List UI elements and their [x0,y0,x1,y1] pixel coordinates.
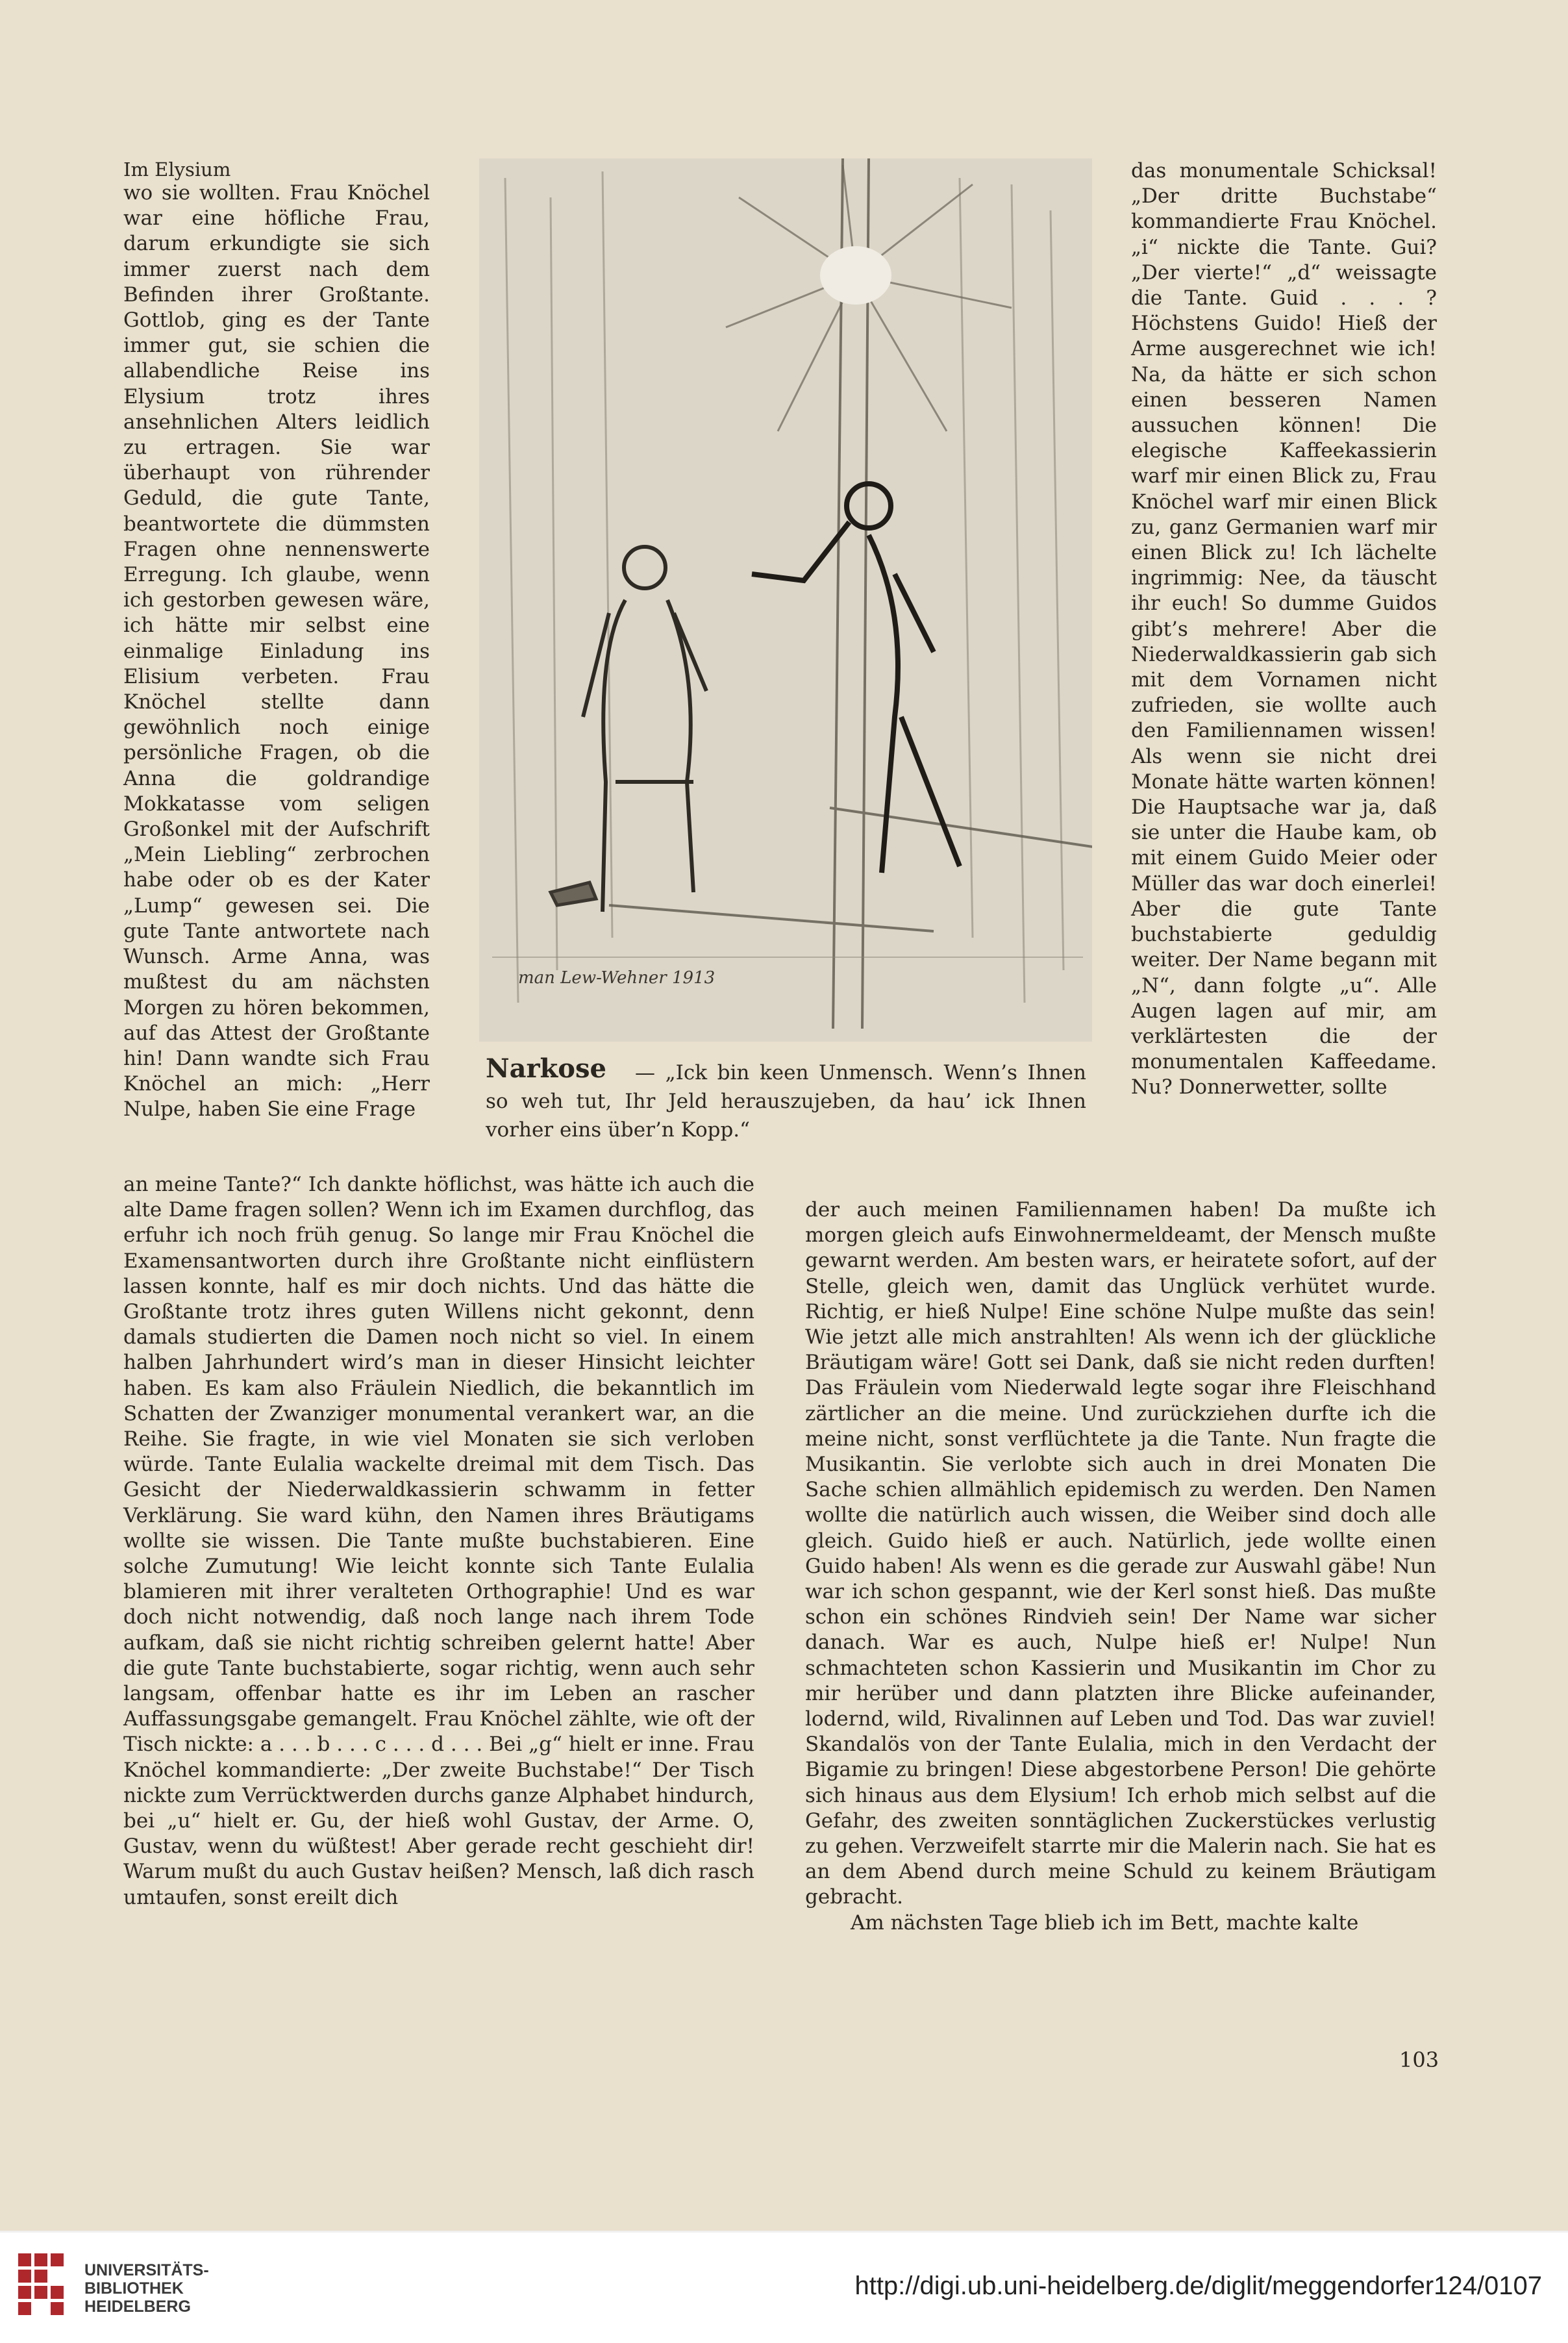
paragraph: an meine Tante?“ Ich dankte höflichst, was hätte ich auch die alte Dame fragen sollen? Wenn ich im Examen durchflog, das erfuhr ich noch früh genug. So lange mir Frau Knöchel die Examensantworten durch ihre Großtante nicht einflüstern lassen konnte, half es mir doch nichts. Und das hätte die Großtante trotz ihres guten Willens nicht gekonnt, denn damals studierten die Damen noch nicht so viel. In einem halben Jahrhundert wird’s man in dieser Hinsicht leichter haben. Es kam also Fräulein Niedlich, die bekanntlich im Schatten der Zwanziger monumental verankert war, an die Reihe. Sie fragte, in wie viel Monaten sie sich verloben würde. Tante Eulalia wackelte dreimal mit dem Tisch. Das Gesicht der Niederwaldkassierin schwamm in fetter Verklärung. Sie ward kühn, den Namen ihres Bräutigams wollte sie wissen. Die Tante mußte buchstabieren. Eine solche Zumutung! Wie leicht konnte sich Tante Eulalia blamieren mit ihrer veralteten Orthographie! Und es war doch nicht notwendig, daß noch lange nach ihrem Tode aufkam, daß sie nicht richtig schreiben gelernt hatte! Aber die gute Tante buchstabierte, sogar richtig, wenn auch sehr langsam, offenbar hatte es ihr im Leben an rascher Auffassungsgabe gemangelt. Frau Knöchel zählte, wie oft der Tisch nickte: a . . . b . . . c . . . d . . . Bei „g“ hielt er inne. Frau Knöchel kommandierte: „Der zweite Buchstabe!“ Der Tisch nickte zum Verrücktwerden durchs ganze Alphabet hindurch, bei „u“ hielt er. Gu, der hieß wohl Gustav, der Arme. O, Gustav, wenn du wüßtest! Aber gerade recht geschieht dir! Warum mußt du auch Gustav heißen? Mensch, laß dich rasch umtaufen, sonst ereilt dich [123,1173,754,1909]
text-column-left-lower [123,1172,754,1911]
running-title: Im Elysium [123,158,231,181]
text-column-right-lower [805,1197,1436,1936]
text-column-right-upper [1131,158,1437,1101]
paragraph: das monumentale Schicksal! „Der dritte Buchstabe“ kommandierte Frau Knöchel. „i“ nickte die Tante. Gui? „Der vierte!“ „d“ weissagte die Tante. Guid . . . ? Höchstens Guido! Hieß der Arme ausgerechnet wie ich! Na, da hätte er sich schon einen besseren Namen aussuchen können! Die elegische Kaffeekassierin warf mir einen Blick zu, Frau Knöchel warf mir einen Blick zu, ganz Germanien warf mir einen Blick zu! Ich lächelte ingrimmig: Nee, da täuscht ihr euch! So dumme Guidos gibt’s mehrere! Aber die Niederwaldkassierin gab sich mit dem Vornamen nicht zufrieden, sie wollte auch den Familiennamen wissen! Als wenn sie nicht drei Monate hätte warten können! Die Hauptsache war ja, daß sie unter die Haube kam, ob mit einem Guido Meier oder Müller das war doch einerlei! Aber die gute Tante buchstabierte geduldig weiter. Der Name begann mit „N“, dann folgte „u“. Alle Augen lagen auf mir, am verklärtesten die der monumentalen Kaffeedame. Nu? Donnerwetter, sollte [1131,159,1437,1099]
permalink-url[interactable]: http://digi.ub.uni-heidelberg.de/diglit/meggendorfer124/0107 [854,2272,1542,2300]
page-number: 103 [1399,2048,1439,2072]
institution-line: UNIVERSITÄTS- [84,2261,209,2279]
sketch-drawing [479,158,1092,1042]
institution-name [84,2261,209,2316]
university-logo-icon [18,2253,77,2318]
illustration-narkose [479,158,1092,1042]
footer-bar [0,2231,1568,2343]
caption-text [486,1059,1086,1144]
paragraph: Am nächsten Tage blieb ich im Bett, machte kalte [851,1911,1359,1935]
paragraph: der auch meinen Familiennamen haben! Da mußte ich morgen gleich aufs Einwohnermeldeamt, der Mensch mußte gewarnt werden. Am besten wars, er heiratete sofort, auf der Stelle, gleich wen, damit das Unglück verhütet wurde. Richtig, er hieß Nulpe! Eine schöne Nulpe mußte das sein! Wie jetzt alle mich anstrahlten! Als wenn ich der glückliche Bräutigam wäre! Gott sei Dank, daß sie nicht reden durften! Das Fräulein vom Niederwald legte sogar ihre Fleischhand zärtlicher an die meine. Und zurückziehen durfte ich die meine nicht, sonst verflüchtete ja die Tante. Nun fragte die Musikantin. Sie verlobte sich auch in drei Monaten Die Sache schien allmählich epidemisch zu werden. Den Namen wollte die natürlich auch wissen, die Weiber sind doch alle gleich. Guido hieß er auch. Natürlich, jede wollte einen Guido haben! Als wenn es die gerade zur Auswahl gäbe! Nun war ich schon gespannt, wie der Kerl sonst hieß. Das mußte schon ein schönes Rindvieh sein! Der Name war sicher danach. War es auch, Nulpe hieß er! Nulpe! Nun schmachteten schon Kassierin und Musikantin im Chor zu mir herüber und dann platzten ihre Blicke aufeinander, lodernd, wild, Rivalinnen auf Leben und Tod. Das war zuviel! Skandalös von der Tante Eulalia, mich in den Verdacht der Bigamie zu bringen! Diese abgestorbene Person! Die gehörte sich hinaus aus dem Elysium! Ich erhob mich selbst auf die Gefahr, des zweiten sonntäglichen Zuckerstückes verlustig zu gehen. Verzweifelt starrte mir die Malerin nach. Sie hat es an dem Abend durch meine Schuld zu keinem Bräutigam gebracht. [805,1198,1436,1909]
artist-signature: man Lew-Wehner 1913 [518,968,716,988]
caption-quote: — „Ick bin keen Unmensch. Wenn’s Ihnen so weh tut, Ihr Jeld herauszujeben, da hau’ ick Ihnen vorher eins über’n Kopp.“ [486,1061,1086,1142]
paragraph: wo sie wollten. Frau Knöchel war eine höfliche Frau, darum erkundigte sie sich immer zuerst nach dem Befinden ihrer Großtante. Gottlob, ging es der Tante immer gut, sie schien die allabendliche Reise ins Elysium trotz ihres ansehnlichen Alters leidlich zu ertragen. Sie war überhaupt von rührender Geduld, die gute Tante, beantwortete die dümmsten Fragen ohne nennenswerte Erregung. Ich glaube, wenn ich gestorben gewesen wäre, ich hätte mir selbst eine einmalige Einladung ins Elisium verbeten. Frau Knöchel stellte dann gewöhnlich noch einige persönliche Fragen, ob die Anna die goldrandige Mokkatasse vom seligen Großonkel mit der Aufschrift „Mein Liebling“ zerbrochen habe oder ob es der Kater „Lump“ gewesen sei. Die gute Tante antwortete nach Wunsch. Arme Anna, was mußtest du am nächsten Morgen zu hören bekommen, auf das Attest der Großtante hin! Dann wandte sich Frau Knöchel an mich: „Herr Nulpe, haben Sie eine Frage [123,181,430,1121]
caption-title: Narkose [486,1053,606,1084]
text-column-left-upper [123,181,430,1123]
institution-line: HEIDELBERG [84,2298,191,2316]
institution-line: BIBLIOTHEK [84,2279,184,2298]
